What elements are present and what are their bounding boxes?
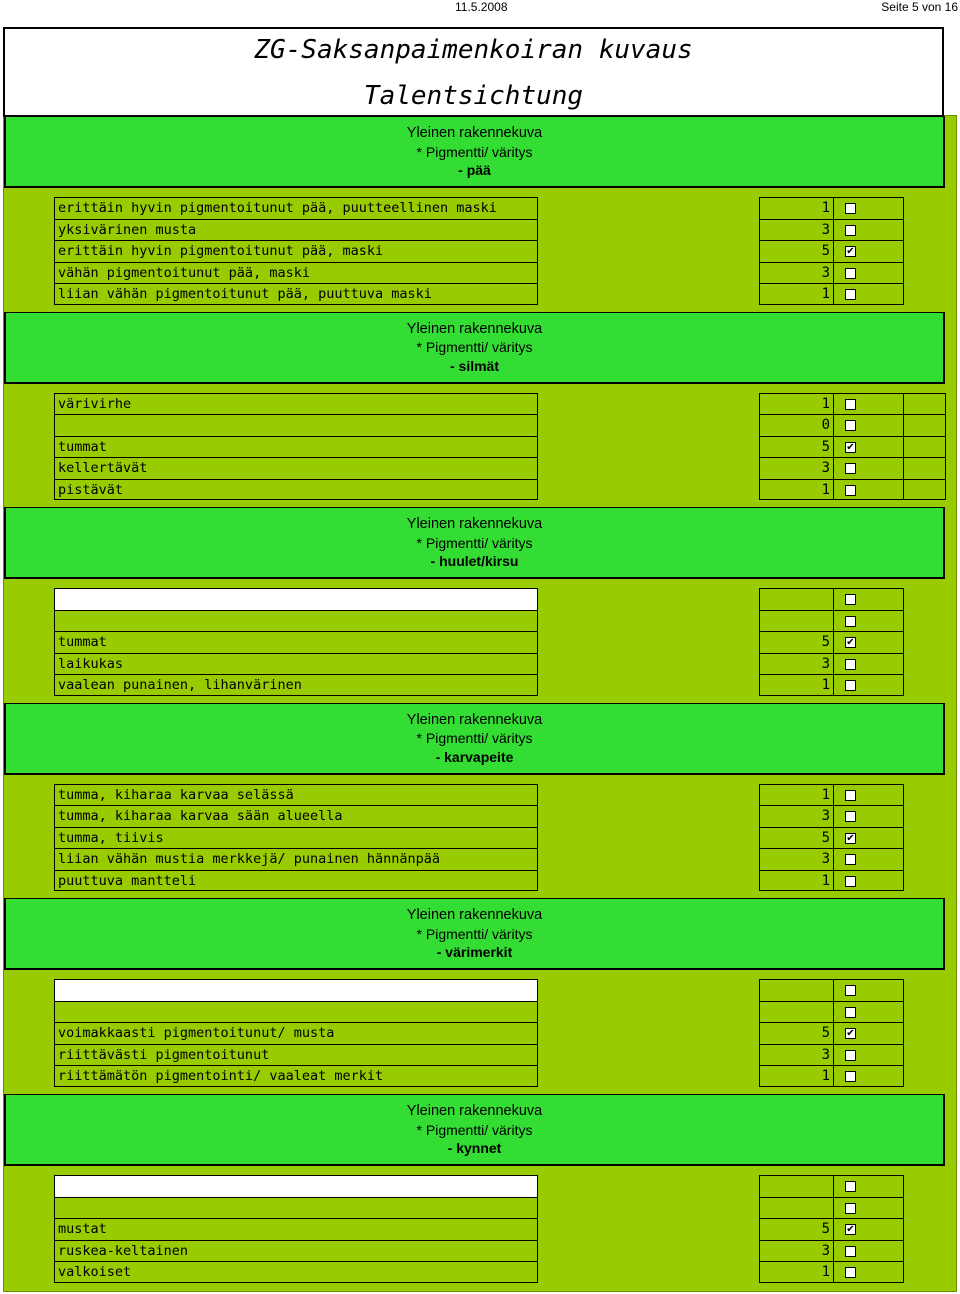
- criterion-label: tumma, kiharaa karvaa sään alueella: [54, 805, 538, 827]
- criteria-labels: [54, 784, 538, 892]
- criteria-labels: [54, 1175, 538, 1283]
- criteria-labels: [54, 979, 538, 1087]
- checkbox[interactable]: [845, 1181, 856, 1192]
- checkbox-cell: [833, 219, 904, 241]
- score-column: [759, 979, 834, 1087]
- criterion-score: 0: [759, 414, 834, 436]
- section-header: [4, 1094, 945, 1166]
- checkbox[interactable]: [845, 268, 856, 279]
- title-box: [3, 27, 944, 117]
- checkbox[interactable]: [845, 463, 856, 474]
- criterion-score: 5: [759, 1022, 834, 1044]
- checkbox-column: [833, 1175, 904, 1283]
- checkbox-cell: [833, 262, 904, 284]
- page-header: [0, 0, 960, 14]
- checkbox-cell: [833, 479, 904, 501]
- section: [4, 703, 958, 899]
- criterion-label: riittämätön pigmentointi/ vaaleat merkit: [54, 1065, 538, 1087]
- section: [4, 116, 958, 312]
- checkbox-cell: [833, 631, 904, 653]
- section-subtitle: * Pigmentti/ väritys: [416, 534, 533, 551]
- checkmark-icon: ✔: [846, 1028, 855, 1040]
- criterion-label: erittäin hyvin pigmentoitunut pää, maski: [54, 240, 538, 262]
- criteria-labels: [54, 588, 538, 696]
- criterion-score: 3: [759, 805, 834, 827]
- checkbox-cell: [833, 784, 904, 806]
- section: [4, 507, 958, 703]
- criterion-label: tummat: [54, 631, 538, 653]
- section-subtitle: * Pigmentti/ väritys: [416, 730, 533, 747]
- criterion-score: [759, 1001, 834, 1023]
- checkbox-cell: [833, 1261, 904, 1283]
- section-header: [4, 116, 945, 188]
- criterion-score: 5: [759, 436, 834, 458]
- criterion-label: voimakkaasti pigmentoitunut/ musta: [54, 1022, 538, 1044]
- extra-grid-cell: [903, 393, 946, 415]
- score-column: [759, 784, 834, 892]
- checkbox[interactable]: [845, 1007, 856, 1018]
- criterion-score: [759, 610, 834, 632]
- section-topic: - pää: [458, 162, 491, 178]
- criterion-label: [54, 1175, 538, 1197]
- checkbox-column: [833, 588, 904, 696]
- checkbox-cell: [833, 848, 904, 870]
- criterion-label: [54, 588, 538, 610]
- criterion-label: puuttuva mantteli: [54, 870, 538, 892]
- checkbox-cell: [833, 393, 904, 415]
- extra-grid-cell: [903, 479, 946, 501]
- section: [4, 1094, 958, 1290]
- criterion-score: 3: [759, 1044, 834, 1066]
- score-column: [759, 393, 834, 501]
- section-category: Yleinen rakennekuva: [406, 711, 543, 728]
- checked-checkbox[interactable]: [845, 1224, 856, 1235]
- criterion-score: 3: [759, 848, 834, 870]
- checkmark-icon: ✔: [846, 832, 855, 844]
- checked-checkbox[interactable]: [845, 1028, 856, 1039]
- section-header: [4, 703, 945, 775]
- checkmark-icon: ✔: [846, 441, 855, 453]
- criterion-score: 3: [759, 219, 834, 241]
- checkbox-cell: [833, 1001, 904, 1023]
- document-subtitle: Talentsichtung: [363, 81, 584, 111]
- criteria-labels: [54, 393, 538, 501]
- checkbox[interactable]: [845, 790, 856, 801]
- section-category: Yleinen rakennekuva: [406, 125, 543, 141]
- checkbox-cell: [833, 610, 904, 632]
- criterion-label: liian vähän mustia merkkejä/ punainen hännänpää: [54, 848, 538, 870]
- extra-grid-cell: [903, 457, 946, 479]
- extra-grid-cell: [903, 414, 946, 436]
- checked-checkbox[interactable]: [845, 637, 856, 648]
- section-category: Yleinen rakennekuva: [406, 516, 543, 533]
- checkbox[interactable]: [845, 659, 856, 670]
- criterion-score: 1: [759, 674, 834, 696]
- checkbox[interactable]: [845, 876, 856, 887]
- criterion-label: tumma, kiharaa karvaa selässä: [54, 784, 538, 806]
- section-topic: - huulet/kirsu: [430, 553, 519, 570]
- score-column: [759, 1175, 834, 1283]
- checkbox[interactable]: [845, 1267, 856, 1278]
- criterion-score: 3: [759, 262, 834, 284]
- checkbox-cell: [833, 1044, 904, 1066]
- criterion-label: erittäin hyvin pigmentoitunut pää, puutteellinen maski: [54, 197, 538, 219]
- criterion-label: pistävät: [54, 479, 538, 501]
- checkmark-icon: ✔: [846, 246, 855, 257]
- score-column: [759, 197, 834, 305]
- checkbox-cell: [833, 414, 904, 436]
- section-topic: - karvapeite: [435, 748, 514, 765]
- checkbox[interactable]: [845, 985, 856, 996]
- checkbox[interactable]: [845, 680, 856, 691]
- checkbox-cell: [833, 1197, 904, 1219]
- section-category: Yleinen rakennekuva: [406, 907, 543, 924]
- section-subtitle: * Pigmentti/ väritys: [416, 143, 533, 160]
- checkbox-cell: [833, 436, 904, 458]
- checked-checkbox[interactable]: [845, 442, 856, 453]
- checkbox-cell: [833, 1240, 904, 1262]
- criterion-label: kellertävät: [54, 457, 538, 479]
- criterion-label: tummat: [54, 436, 538, 458]
- section-category: Yleinen rakennekuva: [406, 1103, 543, 1119]
- checkbox[interactable]: [845, 225, 856, 236]
- criterion-label: liian vähän pigmentoitunut pää, puuttuva maski: [54, 283, 538, 305]
- criterion-score: 1: [759, 870, 834, 892]
- criterion-label: [54, 1001, 538, 1023]
- checkbox[interactable]: [845, 420, 856, 431]
- criterion-score: [759, 1175, 834, 1197]
- criterion-score: 1: [759, 479, 834, 501]
- checked-checkbox[interactable]: [845, 833, 856, 844]
- checked-checkbox[interactable]: [845, 246, 856, 257]
- criterion-label: värivirhe: [54, 393, 538, 415]
- section-subtitle: * Pigmentti/ väritys: [416, 1121, 533, 1138]
- checkbox-column: [833, 784, 904, 892]
- criterion-label: vaalean punainen, lihanvärinen: [54, 674, 538, 696]
- criterion-score: 1: [759, 283, 834, 305]
- checkbox-cell: [833, 653, 904, 675]
- criterion-label: [54, 1197, 538, 1219]
- criterion-label: yksivärinen musta: [54, 219, 538, 241]
- section: [4, 312, 958, 508]
- criterion-label: [54, 610, 538, 632]
- criterion-label: valkoiset: [54, 1261, 538, 1283]
- criterion-score: [759, 979, 834, 1001]
- criterion-label: laikukas: [54, 653, 538, 675]
- criterion-label: [54, 414, 538, 436]
- criterion-score: 5: [759, 240, 834, 262]
- criterion-label: [54, 979, 538, 1001]
- checkbox-column: [833, 197, 904, 305]
- section-topic: - kynnet: [447, 1140, 502, 1156]
- section-header: [4, 312, 945, 384]
- checkbox[interactable]: [845, 203, 856, 214]
- section-subtitle: * Pigmentti/ väritys: [416, 339, 533, 356]
- criterion-label: vähän pigmentoitunut pää, maski: [54, 262, 538, 284]
- checkbox-cell: [833, 1175, 904, 1197]
- criterion-score: 1: [759, 1261, 834, 1283]
- criterion-score: 5: [759, 1218, 834, 1240]
- criterion-label: ruskea-keltainen: [54, 1240, 538, 1262]
- section-topic: - silmät: [449, 357, 499, 374]
- extra-grid-column: [903, 393, 946, 501]
- form-body: [3, 115, 957, 1292]
- checkbox[interactable]: [845, 811, 856, 822]
- criteria-labels: [54, 197, 538, 305]
- checkbox-cell: [833, 457, 904, 479]
- criterion-score: 5: [759, 631, 834, 653]
- criterion-score: 3: [759, 1240, 834, 1262]
- checkbox-cell: [833, 1022, 904, 1044]
- page-number: Seite 5 von 16: [881, 0, 958, 14]
- checkbox[interactable]: [845, 854, 856, 865]
- section: [4, 898, 958, 1094]
- checkbox-cell: [833, 240, 904, 262]
- section-subtitle: * Pigmentti/ väritys: [416, 925, 533, 942]
- criterion-score: [759, 1197, 834, 1219]
- criterion-score: 1: [759, 1065, 834, 1087]
- checkmark-icon: ✔: [846, 1224, 855, 1235]
- criterion-label: riittävästi pigmentoitunut: [54, 1044, 538, 1066]
- checkbox[interactable]: [845, 399, 856, 410]
- document-title: ZG-Saksanpaimenkoiran kuvaus: [254, 35, 693, 65]
- checkbox[interactable]: [845, 1203, 856, 1214]
- checkbox-cell: [833, 197, 904, 219]
- checkbox-cell: [833, 870, 904, 892]
- checkbox-cell: [833, 979, 904, 1001]
- checkbox[interactable]: [845, 485, 856, 496]
- section-category: Yleinen rakennekuva: [406, 320, 543, 337]
- checkbox-cell: [833, 283, 904, 305]
- checkbox-cell: [833, 674, 904, 696]
- criterion-label: mustat: [54, 1218, 538, 1240]
- criterion-score: 3: [759, 457, 834, 479]
- extra-grid-cell: [903, 436, 946, 458]
- criterion-score: 3: [759, 653, 834, 675]
- checkbox-column: [833, 393, 904, 501]
- print-date: 11.5.2008: [455, 0, 508, 14]
- checkbox-cell: [833, 1065, 904, 1087]
- checkbox[interactable]: [845, 616, 856, 627]
- checkbox-cell: [833, 827, 904, 849]
- checkmark-icon: ✔: [846, 637, 855, 649]
- checkbox-cell: [833, 805, 904, 827]
- checkbox[interactable]: [845, 594, 856, 605]
- criterion-score: [759, 588, 834, 610]
- criterion-score: 5: [759, 827, 834, 849]
- checkbox[interactable]: [845, 1246, 856, 1257]
- checkbox-cell: [833, 588, 904, 610]
- criterion-score: 1: [759, 197, 834, 219]
- checkbox-column: [833, 979, 904, 1087]
- checkbox-cell: [833, 1218, 904, 1240]
- section-topic: - värimerkit: [436, 944, 513, 961]
- checkbox[interactable]: [845, 1050, 856, 1061]
- section-header: [4, 507, 945, 579]
- score-column: [759, 588, 834, 696]
- criterion-score: 1: [759, 393, 834, 415]
- checkbox[interactable]: [845, 289, 856, 300]
- criterion-label: tumma, tiivis: [54, 827, 538, 849]
- section-header: [4, 898, 945, 970]
- criterion-score: 1: [759, 784, 834, 806]
- checkbox[interactable]: [845, 1071, 856, 1082]
